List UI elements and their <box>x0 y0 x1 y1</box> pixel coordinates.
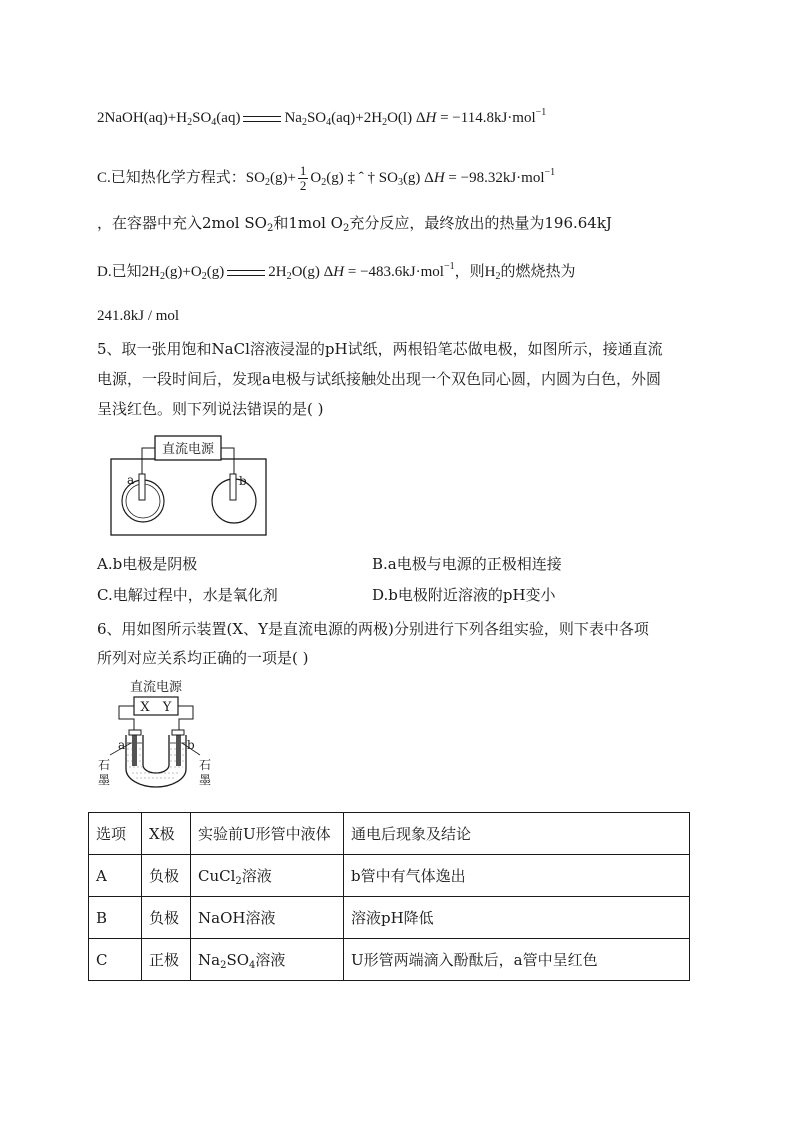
q5-line3: 呈浅红色。则下列说法错误的是( ) <box>97 400 324 418</box>
graphite-electrode-a <box>132 732 137 766</box>
q5-option-d[interactable]: D.b电极附近溶液的pH变小 <box>372 586 556 604</box>
table-row[interactable] <box>89 855 690 897</box>
eq-sup: −1 <box>544 166 556 178</box>
eq-sub: 2 <box>159 271 165 282</box>
electrode-a-label: a <box>118 738 126 752</box>
eq-text: SO <box>378 169 398 186</box>
table-cell-option: C <box>89 939 142 981</box>
graphite-electrode-b <box>176 732 181 766</box>
q5-electrolysis-figure <box>110 432 270 537</box>
sub: 2 <box>495 271 501 282</box>
table-cell-liquid <box>191 939 344 981</box>
eq-text: O(g) Δ <box>291 264 334 280</box>
electrode-a-label: a <box>127 473 135 487</box>
eq-sub: 2 <box>286 271 292 282</box>
eq-sub: 4 <box>211 117 217 128</box>
q6-line1: 6、用如图所示装置(X、Y是直流电源的两极)分别进行下列各组实验，则下表中各项 <box>97 620 649 638</box>
option-d-line1 <box>97 260 575 281</box>
option-c-line2 <box>97 212 612 233</box>
eq-text: 2H <box>268 264 287 280</box>
text: 和1mol O <box>273 214 343 232</box>
liquid-text: Na <box>198 951 221 969</box>
table-row[interactable] <box>89 939 690 981</box>
sub: 2 <box>266 223 274 234</box>
table-cell-liquid <box>191 855 344 897</box>
q6-line2: 所列对应关系均正确的一项是( ) <box>97 649 309 667</box>
table-cell-option: B <box>89 897 142 939</box>
eq-text: Na <box>284 110 302 126</box>
eq-sub: 2 <box>201 271 207 282</box>
text: 241.8kJ / mol <box>97 308 180 324</box>
enthalpy-symbol: H <box>433 169 445 186</box>
eq-text: (aq)+2H <box>331 110 383 126</box>
enthalpy-symbol: H <box>425 110 437 126</box>
ph-paper-frame <box>111 459 266 535</box>
eq-text: SO <box>192 110 212 126</box>
eq-text: O(l) Δ <box>387 110 426 126</box>
liquid-sub: 4 <box>249 960 256 971</box>
eq-text: 2NaOH(aq)+H <box>97 110 188 126</box>
fraction-numerator: 1 <box>299 163 307 178</box>
liquid-text: 溶液 <box>255 951 286 969</box>
electrode-b-label: b <box>239 474 247 488</box>
table-cell-x: 负极 <box>142 855 191 897</box>
pole-x-label: X <box>140 700 150 715</box>
eq-text: (g)+ <box>269 169 296 186</box>
left-graphite-label-2: 墨 <box>98 773 111 787</box>
eq-text: (g) <box>206 264 225 280</box>
liquid-text: SO <box>226 951 250 969</box>
q5-option-b[interactable]: B.a电极与电源的正极相连接 <box>372 555 562 573</box>
table-header-row <box>89 813 690 855</box>
eq-sub: 2 <box>264 176 270 188</box>
option-d-line2 <box>97 308 179 325</box>
option-d-prefix: D.已知 <box>97 264 142 280</box>
fraction-denominator: 2 <box>299 178 307 193</box>
eq-text: SO <box>245 169 265 186</box>
eq-text: 2H <box>141 264 160 280</box>
q5-line2: 电源，一段时间后，发现a电极与试纸接触处出现一个双色同心圆，内圆为白色，外圆 <box>97 370 661 388</box>
eq-sup: −1 <box>443 261 455 272</box>
eq-sub: 3 <box>397 176 403 188</box>
left-graphite-label-1: 石 <box>98 758 111 772</box>
eq-sub: 2 <box>301 117 307 128</box>
eq-text: = −483.6kJ·mol <box>344 264 444 280</box>
table-cell-result: b管中有气体逸出 <box>344 855 690 897</box>
text: 充分反应，最终放出的热量为196.64kJ <box>349 214 612 232</box>
q5-line1: 5、取一张用饱和NaCl溶液浸湿的pH试纸，两根铅笔芯做电极，如图所示，接通直流 <box>97 340 663 358</box>
eq-text: (g) <box>326 169 344 186</box>
text: 的燃烧热为 <box>500 264 576 280</box>
right-graphite-label-2: 墨 <box>199 773 212 787</box>
liquid-sub: 2 <box>235 876 242 887</box>
q5-option-a[interactable]: A.b电极是阴极 <box>97 555 198 573</box>
table-row[interactable] <box>89 897 690 939</box>
electrode-b-label: b <box>187 738 195 752</box>
eq-text: = −98.32kJ·mol <box>444 169 545 186</box>
stopper-a <box>129 730 141 735</box>
option-c-line1 <box>97 164 555 193</box>
right-graphite-label-1: 石 <box>199 758 212 772</box>
table-header-cell: X极 <box>142 813 191 855</box>
liquid-text: 溶液 <box>241 867 272 885</box>
reaction-equals-sign <box>243 116 281 122</box>
eq-text: (g)+O <box>164 264 202 280</box>
fraction-one-half <box>298 164 309 193</box>
q6-u-tube-figure <box>96 677 216 789</box>
electrode-a <box>139 474 145 500</box>
liquid-text: CuCl <box>198 867 236 885</box>
table-cell-liquid: NaOH溶液 <box>191 897 344 939</box>
table-header-cell: 实验前U形管中液体 <box>191 813 344 855</box>
q5-option-c[interactable]: C.电解过程中，水是氧化剂 <box>97 586 278 604</box>
electrode-b <box>230 474 236 500</box>
liquid-sub: 2 <box>220 960 227 971</box>
u-tube-inner <box>143 735 169 773</box>
reaction-equals-sign <box>227 270 265 276</box>
eq-text: O <box>310 169 322 186</box>
eq-sup: −1 <box>535 107 547 118</box>
table-cell-result: U形管两端滴入酚酞后，a管中呈红色 <box>344 939 690 981</box>
eq-sub: 2 <box>382 117 388 128</box>
eq-sub: 2 <box>321 176 327 188</box>
table-cell-option: A <box>89 855 142 897</box>
table-cell-x: 正极 <box>142 939 191 981</box>
stopper-b <box>172 730 184 735</box>
q6-answer-table <box>88 812 690 981</box>
eq-text: (aq) <box>216 110 241 126</box>
power-supply-title: 直流电源 <box>129 680 183 695</box>
equation-line-b <box>97 107 547 128</box>
sub: 2 <box>342 223 350 234</box>
power-supply-label: 直流电源 <box>161 442 215 457</box>
eq-sub: 2 <box>187 117 193 128</box>
table-cell-result: 溶液pH降低 <box>344 897 690 939</box>
eq-text: SO <box>306 110 327 126</box>
table-cell-x: 负极 <box>142 897 191 939</box>
table-header-cell: 通电后现象及结论 <box>344 813 690 855</box>
eq-text: (g) Δ <box>402 169 434 186</box>
eq-sub: 4 <box>326 117 332 128</box>
eq-text: = −114.8kJ·mol <box>436 110 536 126</box>
table-header-cell: 选项 <box>89 813 142 855</box>
option-c-prefix: C.已知热化学方程式： <box>97 169 246 186</box>
pole-y-label: Y <box>162 700 172 715</box>
enthalpy-symbol: H <box>333 264 345 280</box>
reversible-arrow-glyphs: ‡ ˆ † <box>347 169 375 186</box>
text: ，在容器中充入2mol SO <box>97 214 267 232</box>
text: ，则H <box>454 264 496 280</box>
